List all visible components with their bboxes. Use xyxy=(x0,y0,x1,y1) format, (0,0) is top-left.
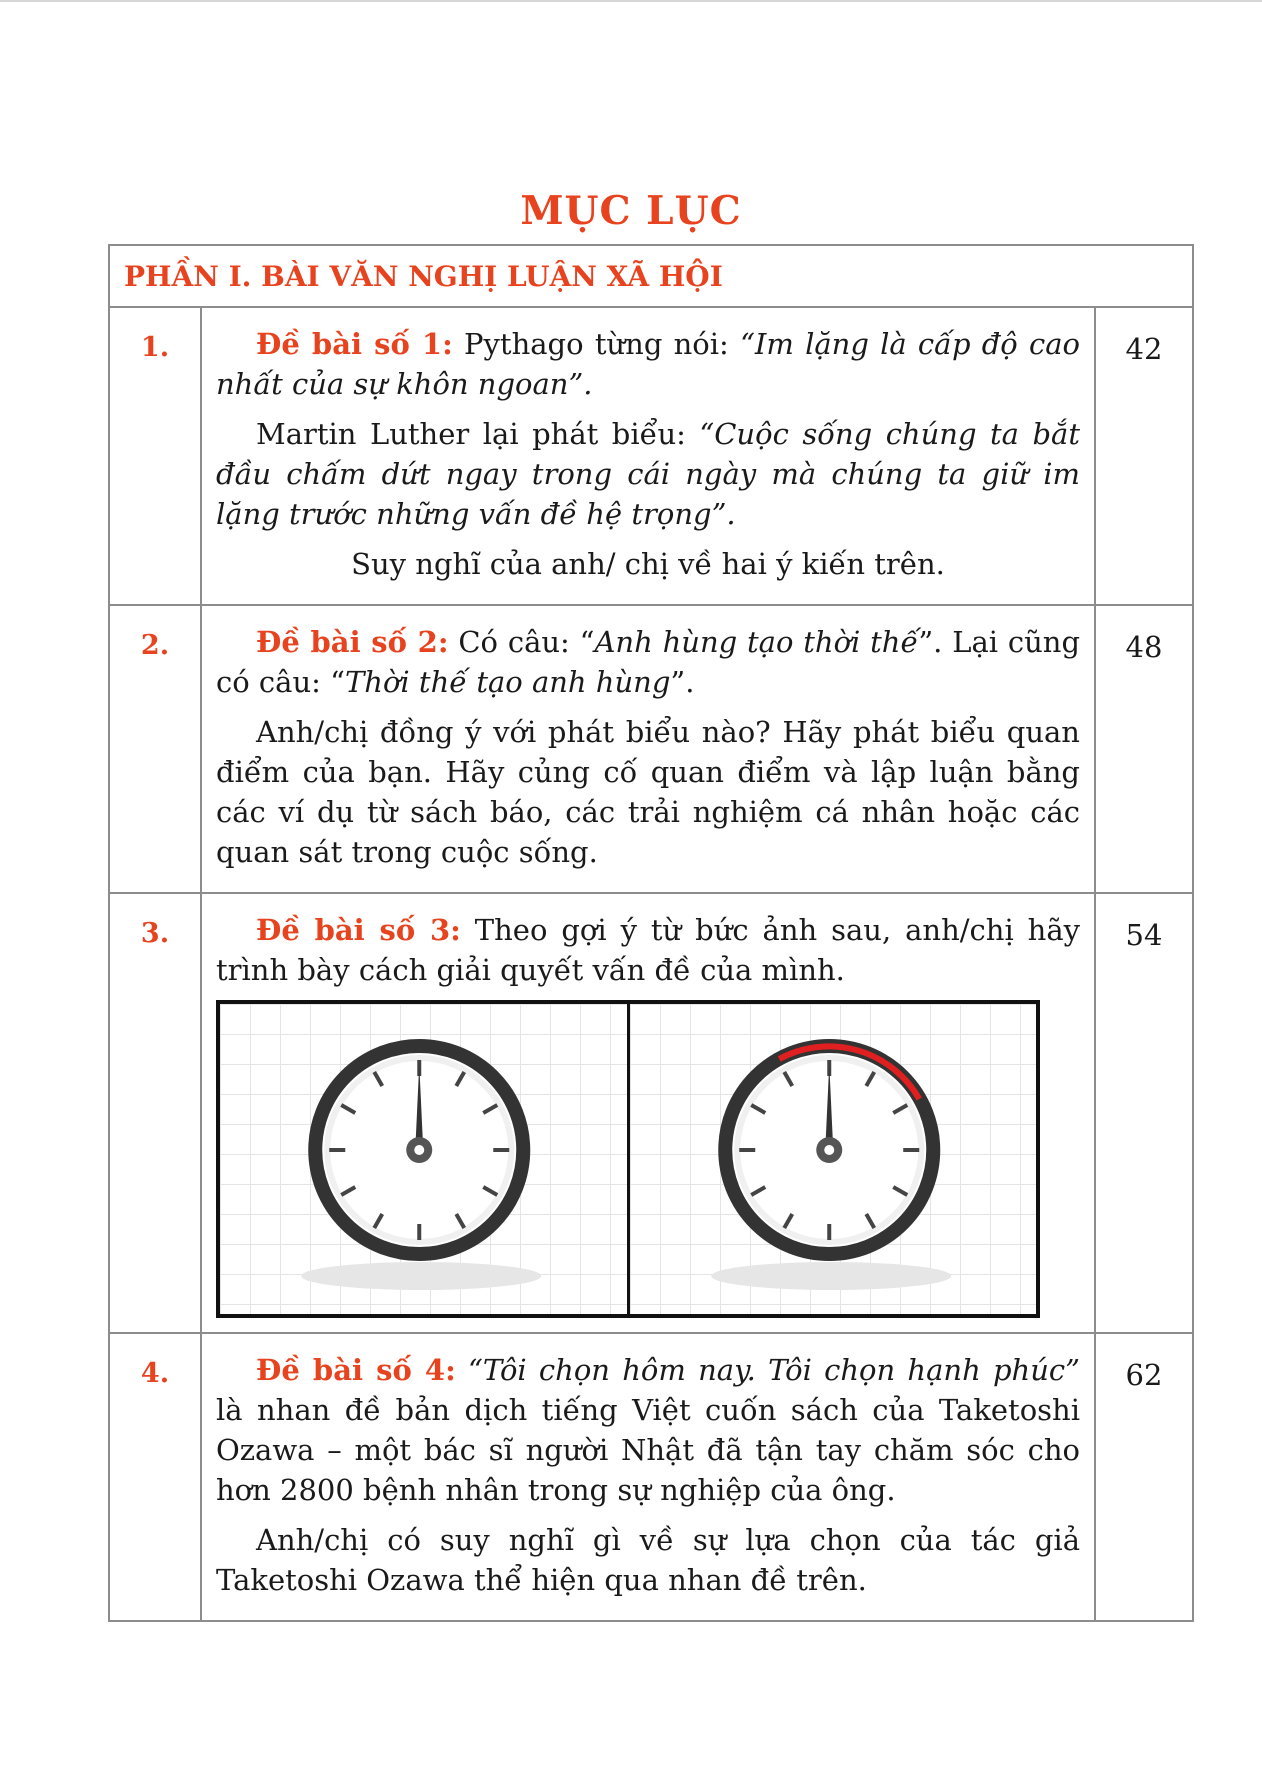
entry-paragraph: Anh/chị đồng ý với phát biểu nào? Hãy phát biểu quan điểm của bạn. Hãy củng cố quan điểm và lập luận bằng các ví dụ từ sách báo, các trải nghiệm cá nhân hoặc các quan sát trong cuộc sống. xyxy=(216,715,1080,869)
entry-page-number: 62 xyxy=(1095,1333,1193,1621)
entry-label: Đề bài số 4: xyxy=(256,1353,456,1387)
entry-content xyxy=(201,605,1095,893)
entry-paragraph xyxy=(216,622,1080,702)
entry-number: 2. xyxy=(109,605,201,893)
entry-text: Martin Luther lại phát biểu: xyxy=(256,417,700,451)
entry-page-number: 42 xyxy=(1095,307,1193,605)
entry-number: 3. xyxy=(109,893,201,1333)
entry-paragraph xyxy=(216,910,1080,990)
entry-quote: Thời thế tạo anh hùng xyxy=(344,665,671,699)
table-row xyxy=(109,893,1193,1333)
entry-text: ”. Lại cũng có câu: “ xyxy=(216,625,1081,699)
entry-quote: “Tôi chọn hôm nay. Tôi chọn hạnh phúc” xyxy=(455,1353,1080,1387)
entry-label: Đề bài số 2: xyxy=(256,625,449,659)
clock-panel-left xyxy=(220,1004,627,1314)
table-row xyxy=(109,1333,1193,1621)
entry-label: Đề bài số 1: xyxy=(256,327,453,361)
entry-page-number: 54 xyxy=(1095,893,1193,1333)
entry-number: 1. xyxy=(109,307,201,605)
entry-text: Theo gợi ý từ bức ảnh sau, anh/chị hãy trình bày cách giải quyết vấn đề của mình. xyxy=(216,913,1080,987)
entry-label: Đề bài số 3: xyxy=(256,913,461,947)
entry-text: Có câu: “ xyxy=(448,625,595,659)
top-border-line xyxy=(0,0,1262,2)
entry-quote: “Im lặng là cấp độ cao nhất của sự khôn ngoan”. xyxy=(216,327,1080,401)
entry-content xyxy=(201,1333,1095,1621)
page-title: MỤC LỤC xyxy=(520,188,742,234)
section-header-row xyxy=(109,245,1193,307)
entry-paragraph xyxy=(216,1350,1080,1510)
entry-paragraph: Anh/chị có suy nghĩ gì về sự lựa chọn của tác giả Taketoshi Ozawa thể hiện qua nhan đề trên. xyxy=(216,1523,1080,1597)
section-heading: PHẦN I. BÀI VĂN NGHỊ LUẬN XÃ HỘI xyxy=(109,245,1193,307)
table-row xyxy=(109,307,1193,605)
entry-quote: “Cuộc sống chúng ta bắt đầu chấm dứt ngay trong cái ngày mà chúng ta giữ im lặng trước những vấn đề hệ trọng”. xyxy=(216,417,1080,531)
entry-page-number: 48 xyxy=(1095,605,1193,893)
entry-number: 4. xyxy=(109,1333,201,1621)
entry-text: là nhan đề bản dịch tiếng Việt cuốn sách của Taketoshi Ozawa – một bác sĩ người Nhật đã tận tay chăm sóc cho hơn 2800 bệnh nhân trong sự nghiệp của ông. xyxy=(216,1393,1080,1507)
entry-content xyxy=(201,307,1095,605)
entry-paragraph xyxy=(216,324,1080,404)
toc-table xyxy=(108,244,1194,1622)
entry-content xyxy=(201,893,1095,1333)
entry-paragraph xyxy=(216,414,1080,534)
entry-quote: Anh hùng tạo thời thế xyxy=(594,625,919,659)
clocks-image xyxy=(216,1000,1040,1318)
entry-text: Pythago từng nói: xyxy=(452,327,741,361)
clock-with-red-arc-icon xyxy=(630,1004,1037,1314)
clock-panel-right xyxy=(627,1004,1037,1314)
entry-text: ”. xyxy=(670,665,695,699)
table-row xyxy=(109,605,1193,893)
entry-paragraph: Suy nghĩ của anh/ chị về hai ý kiến trên. xyxy=(351,547,945,581)
clock-icon xyxy=(220,1004,627,1314)
